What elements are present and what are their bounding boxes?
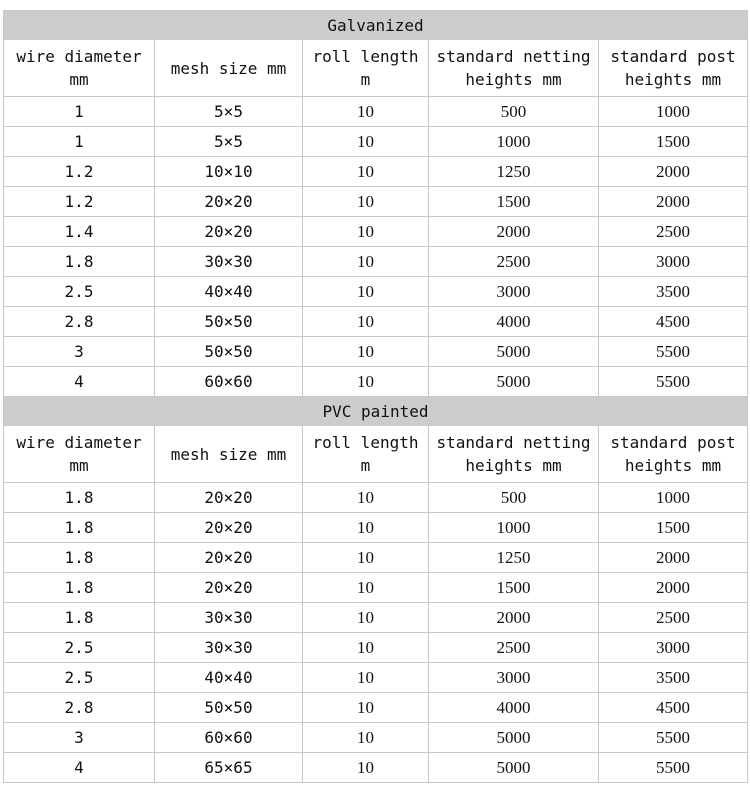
cell-post-height: 2000: [599, 157, 748, 187]
cell-roll-length: 10: [303, 603, 429, 633]
cell-post-height: 3500: [599, 663, 748, 693]
cell-wire-diameter: 1.8: [4, 247, 155, 277]
cell-wire-diameter: 1: [4, 97, 155, 127]
spec-table: [3, 10, 748, 783]
cell-roll-length: 10: [303, 247, 429, 277]
cell-netting-height: 2000: [429, 217, 599, 247]
cell-post-height: 3500: [599, 277, 748, 307]
cell-roll-length: 10: [303, 337, 429, 367]
cell-netting-height: 4000: [429, 307, 599, 337]
cell-post-height: 1000: [599, 483, 748, 513]
column-header-mesh-size: mesh size mm: [155, 426, 303, 483]
cell-netting-height: 1500: [429, 187, 599, 217]
cell-roll-length: 10: [303, 187, 429, 217]
cell-roll-length: 10: [303, 97, 429, 127]
cell-wire-diameter: 4: [4, 753, 155, 783]
cell-netting-height: 500: [429, 483, 599, 513]
cell-wire-diameter: 2.8: [4, 693, 155, 723]
cell-netting-height: 1250: [429, 543, 599, 573]
table-row: [4, 217, 748, 247]
cell-post-height: 5500: [599, 753, 748, 783]
cell-post-height: 2000: [599, 187, 748, 217]
table-row: [4, 367, 748, 397]
cell-netting-height: 1500: [429, 573, 599, 603]
cell-post-height: 1000: [599, 97, 748, 127]
cell-mesh-size: 40×40: [155, 663, 303, 693]
cell-mesh-size: 60×60: [155, 723, 303, 753]
cell-mesh-size: 20×20: [155, 573, 303, 603]
cell-wire-diameter: 4: [4, 367, 155, 397]
cell-netting-height: 2500: [429, 633, 599, 663]
table-row: [4, 603, 748, 633]
table-row: [4, 187, 748, 217]
cell-netting-height: 5000: [429, 753, 599, 783]
cell-mesh-size: 5×5: [155, 97, 303, 127]
cell-wire-diameter: 1.4: [4, 217, 155, 247]
table-row: [4, 663, 748, 693]
cell-netting-height: 5000: [429, 367, 599, 397]
table-row: [4, 157, 748, 187]
section-title: Galvanized: [4, 11, 748, 40]
cell-post-height: 2500: [599, 217, 748, 247]
column-header-roll-length: roll length m: [303, 426, 429, 483]
cell-roll-length: 10: [303, 513, 429, 543]
table-row: [4, 693, 748, 723]
column-header-netting-height: standard netting heights mm: [429, 426, 599, 483]
cell-post-height: 2000: [599, 543, 748, 573]
cell-wire-diameter: 1.8: [4, 483, 155, 513]
cell-post-height: 3000: [599, 633, 748, 663]
cell-wire-diameter: 3: [4, 723, 155, 753]
table-row: [4, 337, 748, 367]
cell-mesh-size: 30×30: [155, 603, 303, 633]
column-header-post-height: standard post heights mm: [599, 426, 748, 483]
cell-mesh-size: 20×20: [155, 483, 303, 513]
cell-post-height: 1500: [599, 513, 748, 543]
cell-netting-height: 2500: [429, 247, 599, 277]
section-title: PVC painted: [4, 397, 748, 426]
cell-netting-height: 5000: [429, 337, 599, 367]
cell-netting-height: 2000: [429, 603, 599, 633]
cell-wire-diameter: 1.8: [4, 543, 155, 573]
cell-roll-length: 10: [303, 543, 429, 573]
cell-netting-height: 5000: [429, 723, 599, 753]
cell-netting-height: 1000: [429, 513, 599, 543]
table-row: [4, 277, 748, 307]
cell-post-height: 5500: [599, 723, 748, 753]
column-header-wire-diameter: wire diameter mm: [4, 426, 155, 483]
cell-wire-diameter: 1.8: [4, 603, 155, 633]
cell-wire-diameter: 1.2: [4, 157, 155, 187]
cell-mesh-size: 10×10: [155, 157, 303, 187]
column-header-roll-length: roll length m: [303, 40, 429, 97]
cell-mesh-size: 20×20: [155, 217, 303, 247]
cell-post-height: 4500: [599, 693, 748, 723]
cell-netting-height: 1000: [429, 127, 599, 157]
cell-roll-length: 10: [303, 367, 429, 397]
cell-netting-height: 4000: [429, 693, 599, 723]
table-row: [4, 543, 748, 573]
cell-roll-length: 10: [303, 277, 429, 307]
table-row: [4, 633, 748, 663]
cell-wire-diameter: 1.2: [4, 187, 155, 217]
cell-post-height: 2500: [599, 603, 748, 633]
table-row: [4, 723, 748, 753]
cell-post-height: 5500: [599, 337, 748, 367]
table-row: [4, 247, 748, 277]
cell-wire-diameter: 1.8: [4, 573, 155, 603]
table-row: [4, 97, 748, 127]
cell-wire-diameter: 2.8: [4, 307, 155, 337]
cell-roll-length: 10: [303, 633, 429, 663]
cell-mesh-size: 20×20: [155, 513, 303, 543]
cell-roll-length: 10: [303, 217, 429, 247]
cell-roll-length: 10: [303, 307, 429, 337]
cell-mesh-size: 50×50: [155, 307, 303, 337]
cell-wire-diameter: 2.5: [4, 663, 155, 693]
spec-table-body: [4, 11, 748, 783]
table-row: [4, 573, 748, 603]
column-header-wire-diameter: wire diameter mm: [4, 40, 155, 97]
cell-mesh-size: 20×20: [155, 543, 303, 573]
cell-mesh-size: 50×50: [155, 337, 303, 367]
cell-mesh-size: 40×40: [155, 277, 303, 307]
table-row: [4, 483, 748, 513]
section-title-row: [4, 397, 748, 426]
table-row: [4, 127, 748, 157]
cell-wire-diameter: 2.5: [4, 633, 155, 663]
cell-netting-height: 1250: [429, 157, 599, 187]
column-header-row: [4, 40, 748, 97]
cell-post-height: 1500: [599, 127, 748, 157]
cell-roll-length: 10: [303, 693, 429, 723]
cell-netting-height: 500: [429, 97, 599, 127]
cell-roll-length: 10: [303, 753, 429, 783]
cell-wire-diameter: 2.5: [4, 277, 155, 307]
section-title-row: [4, 11, 748, 40]
cell-mesh-size: 60×60: [155, 367, 303, 397]
cell-roll-length: 10: [303, 573, 429, 603]
cell-mesh-size: 5×5: [155, 127, 303, 157]
cell-netting-height: 3000: [429, 277, 599, 307]
cell-post-height: 4500: [599, 307, 748, 337]
cell-mesh-size: 65×65: [155, 753, 303, 783]
table-row: [4, 307, 748, 337]
cell-mesh-size: 20×20: [155, 187, 303, 217]
cell-roll-length: 10: [303, 483, 429, 513]
table-row: [4, 753, 748, 783]
cell-roll-length: 10: [303, 663, 429, 693]
cell-netting-height: 3000: [429, 663, 599, 693]
cell-wire-diameter: 1: [4, 127, 155, 157]
cell-roll-length: 10: [303, 127, 429, 157]
column-header-mesh-size: mesh size mm: [155, 40, 303, 97]
column-header-netting-height: standard netting heights mm: [429, 40, 599, 97]
cell-mesh-size: 30×30: [155, 247, 303, 277]
cell-post-height: 2000: [599, 573, 748, 603]
table-row: [4, 513, 748, 543]
cell-roll-length: 10: [303, 157, 429, 187]
cell-post-height: 3000: [599, 247, 748, 277]
cell-mesh-size: 30×30: [155, 633, 303, 663]
cell-wire-diameter: 3: [4, 337, 155, 367]
cell-mesh-size: 50×50: [155, 693, 303, 723]
cell-wire-diameter: 1.8: [4, 513, 155, 543]
cell-roll-length: 10: [303, 723, 429, 753]
column-header-row: [4, 426, 748, 483]
column-header-post-height: standard post heights mm: [599, 40, 748, 97]
cell-post-height: 5500: [599, 367, 748, 397]
